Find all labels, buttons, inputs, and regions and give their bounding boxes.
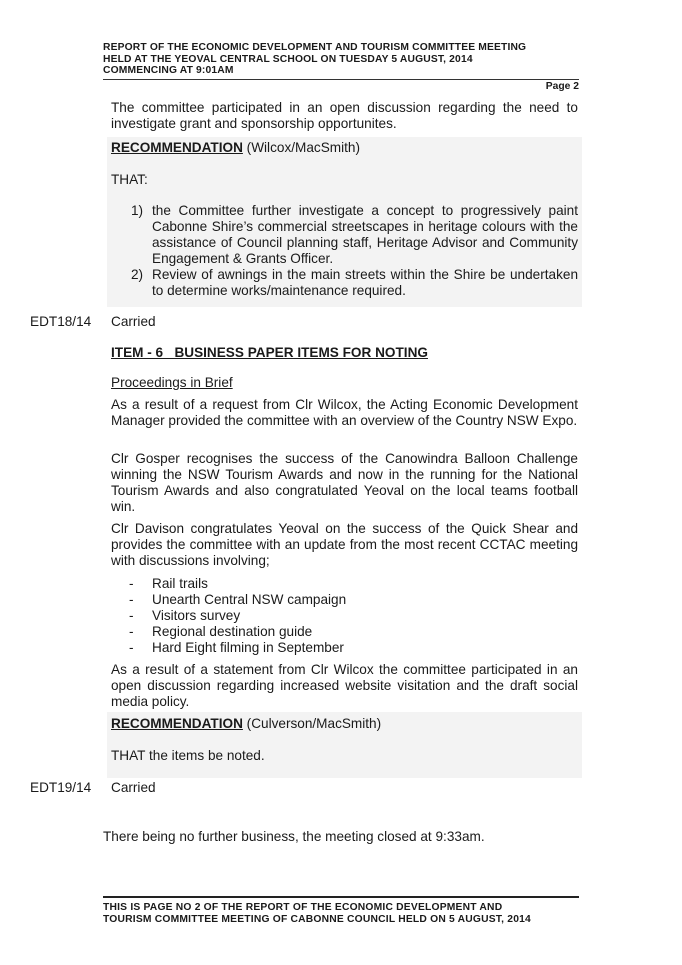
recommendation-1-label: RECOMMENDATION — [111, 140, 243, 155]
resolution-2-code: EDT19/14 — [30, 780, 92, 795]
resolution-1-status: Carried — [111, 314, 156, 329]
item-6-paragraph-2: Clr Gosper recognises the success of the Canowindra Balloon Challenge winning the NSW Tourism Awards and now in the running for the National Tourism Awards and also congratulated Yeoval on the local teams football win. — [111, 451, 578, 514]
list-item-text: Review of awnings in the main streets within the Shire be undertaken to determine works/maintenance required. — [152, 267, 578, 298]
footer-line-2: TOURISM COMMITTEE MEETING OF CABONNE COUNCIL HELD ON 5 AUGUST, 2014 — [103, 913, 531, 925]
closing-statement: There being no further business, the meeting closed at 9:33am. — [103, 829, 485, 844]
report-footer — [103, 902, 579, 926]
item-6-paragraph-3: Clr Davison congratulates Yeoval on the success of the Quick Shear and provides the committee with an update from the most recent CCTAC meeting with discussions involving; — [111, 521, 578, 568]
item-6-title — [111, 345, 578, 361]
list-item-text: the Committee further investigate a concept to progressively paint Cabonne Shire’s commercial streetscapes in heritage colours with the assistance of Council planning staff, Heritage Advisor and Community Engagement & Grants Officer. — [152, 203, 578, 266]
resolution-1-code: EDT18/14 — [30, 314, 92, 329]
header-line-3: COMMENCING AT 9:01AM — [103, 65, 234, 77]
footer-line-1: THIS IS PAGE NO 2 OF THE REPORT OF THE ECONOMIC DEVELOPMENT AND — [103, 902, 503, 913]
item-6-title-text: ITEM - 6 BUSINESS PAPER ITEMS FOR NOTING — [111, 345, 428, 360]
resolution-2-status: Carried — [111, 780, 156, 795]
footer-divider — [103, 896, 579, 898]
bullet-dash: - — [129, 592, 134, 607]
discussion-bullet-list — [129, 576, 346, 656]
item-6-paragraph-1: As a result of a request from Clr Wilcox, the Acting Economic Development Manager provided the committee with an overview of the Country NSW Expo. — [111, 397, 578, 428]
bullet-text: Unearth Central NSW campaign — [152, 592, 347, 607]
list-item-number: 2) — [131, 267, 144, 282]
header-line-1: REPORT OF THE ECONOMIC DEVELOPMENT AND TOURISM COMMITTEE MEETING — [103, 42, 527, 53]
bullet-dash: - — [129, 640, 134, 655]
page-number: Page 2 — [545, 81, 579, 92]
recommendation-1-movers: (Wilcox/MacSmith) — [242, 140, 360, 155]
recommendation-2-that: THAT the items be noted. — [111, 748, 265, 763]
recommendation-1-list — [131, 203, 578, 299]
intro-paragraph: The committee participated in an open discussion regarding the need to investigate grant and sponsorship opportunites. — [111, 100, 578, 131]
report-header — [103, 42, 579, 77]
list-item — [129, 576, 346, 592]
recommendation-2-label: RECOMMENDATION — [111, 716, 243, 731]
list-item — [129, 608, 346, 624]
list-item-number: 1) — [131, 203, 144, 218]
bullet-text: Regional destination guide — [152, 624, 313, 639]
recommendation-1-that: THAT: — [111, 172, 148, 187]
bullet-text: Hard Eight filming in September — [152, 640, 344, 655]
recommendation-1-heading — [111, 140, 578, 156]
list-item — [131, 203, 578, 267]
bullet-text: Rail trails — [152, 576, 208, 591]
bullet-dash: - — [129, 608, 134, 623]
bullet-dash: - — [129, 624, 134, 639]
header-divider — [103, 79, 579, 80]
list-item — [129, 624, 346, 640]
header-line-2: HELD AT THE YEOVAL CENTRAL SCHOOL ON TUESDAY 5 AUGUST, 2014 — [103, 53, 473, 65]
proceedings-subtitle — [111, 375, 578, 391]
list-item — [129, 592, 346, 608]
bullet-dash: - — [129, 576, 134, 591]
proceedings-subtitle-text: Proceedings in Brief — [111, 375, 233, 390]
recommendation-2-heading — [111, 716, 578, 732]
bullet-text: Visitors survey — [152, 608, 241, 623]
recommendation-2-movers: (Culverson/MacSmith) — [242, 716, 382, 731]
item-6-paragraph-4: As a result of a statement from Clr Wilcox the committee participated in an open discussion regarding increased website visitation and the draft social media policy. — [111, 662, 578, 709]
list-item — [129, 640, 346, 656]
list-item — [131, 267, 578, 299]
